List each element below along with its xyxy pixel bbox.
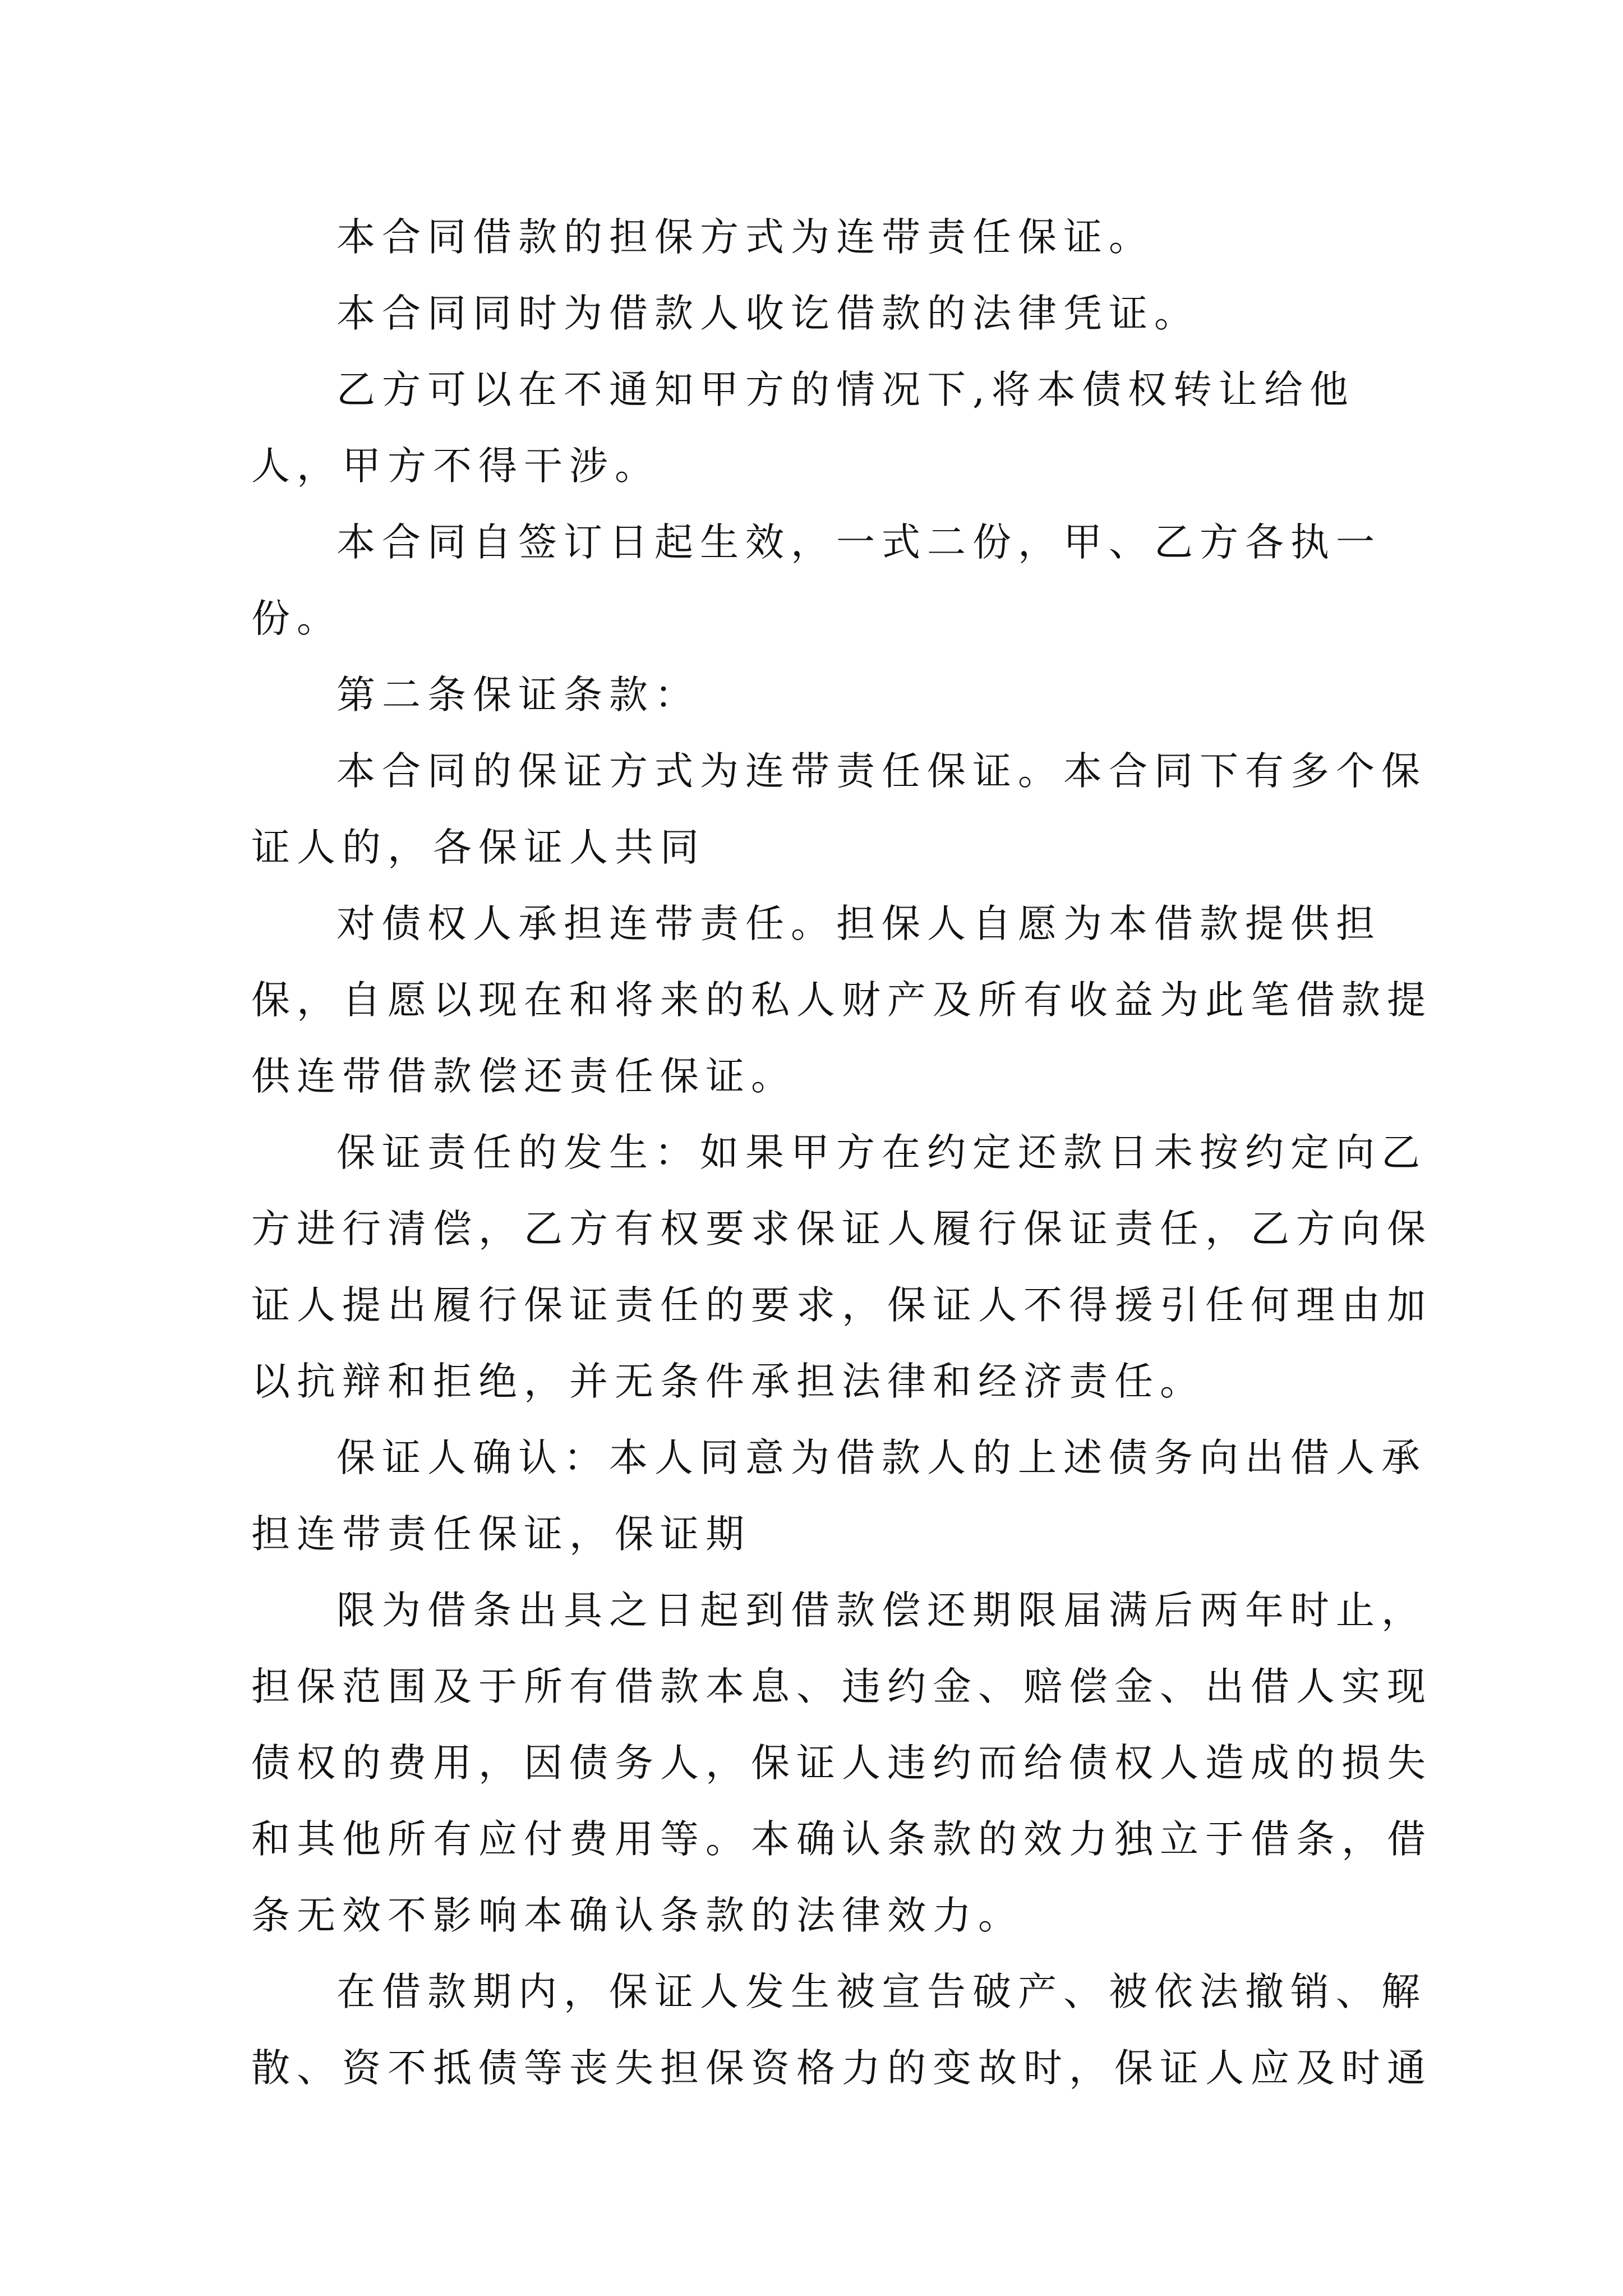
paragraph-guarantor-liability: 对债权人承担连带责任。担保人自愿为本借款提供担保，自愿以现在和将来的私人财产及所有收益为此笔借款提供连带借款偿还责任保证。 bbox=[251, 901, 1432, 1099]
document-body bbox=[251, 199, 1440, 2106]
paragraph-guarantee-method: 本合同借款的担保方式为连带责任保证。 bbox=[336, 215, 1154, 260]
paragraph-guarantee-period: 限为借条出具之日起到借款偿还期限届满后两年时止，担保范围及于所有借款本息、违约金、赔偿金、出借人实现债权的费用，因债务人，保证人违约而给债权人造成的损失和其他所有应付费用等。本确认条款的效力独立于借条，借条无效不影响本确认条款的法律效力。 bbox=[251, 1588, 1432, 1938]
paragraph-liability-trigger: 保证责任的发生：如果甲方在约定还款日未按约定向乙方进行清偿，乙方有权要求保证人履行保证责任，乙方向保证人提出履行保证责任的要求，保证人不得援引任何理由加以抗辩和拒绝，并无条件承担法律和经济责任。 bbox=[251, 1130, 1432, 1404]
paragraph-receipt-proof: 本合同同时为借款人收讫借款的法律凭证。 bbox=[336, 291, 1200, 336]
section-heading-guarantee-clause: 第二条保证条款： bbox=[336, 673, 700, 717]
paragraph-loss-of-eligibility: 在借款期内，保证人发生被宣告破产、被依法撤销、解散、资不抵债等丧失担保资格力的变故时，保证人应及时通 bbox=[251, 1970, 1432, 2091]
paragraph-guarantor-confirmation: 保证人确认：本人同意为借款人的上述债务向出借人承担连带责任保证，保证期 bbox=[251, 1435, 1427, 1557]
paragraph-joint-guarantee: 本合同的保证方式为连带责任保证。本合同下有多个保证人的，各保证人共同 bbox=[251, 749, 1427, 870]
paragraph-creditor-transfer: 乙方可以在不通知甲方的情况下,将本债权转让给他人，甲方不得干涉。 bbox=[251, 367, 1355, 489]
paragraph-effective-date: 本合同自签订日起生效，一式二份，甲、乙方各执一份。 bbox=[251, 520, 1381, 641]
